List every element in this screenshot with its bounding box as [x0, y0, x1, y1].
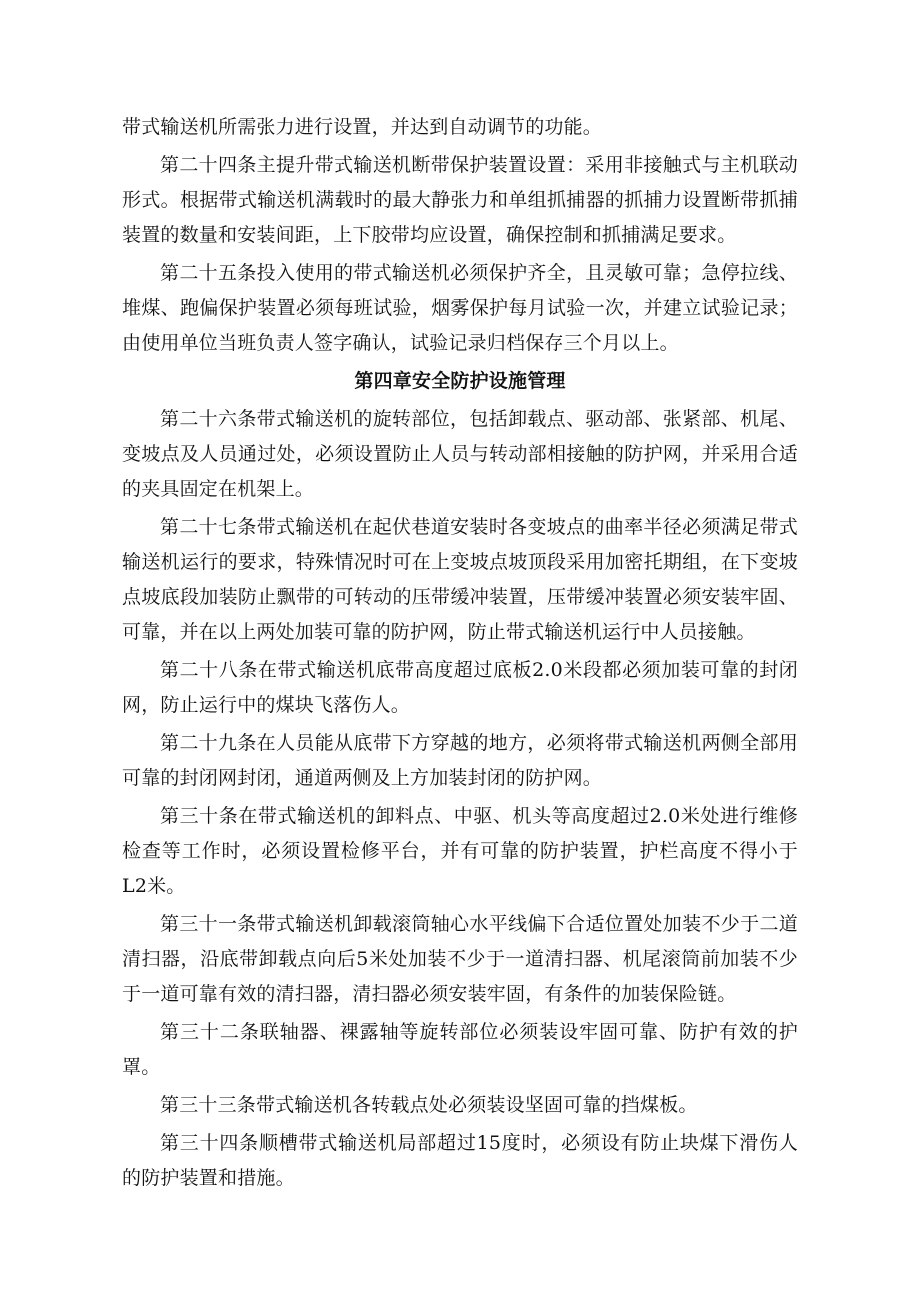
- article-26: 第二十六条带式输送机的旋转部位，包括卸载点、驱动部、张紧部、机尾、变坡点及人员通过处，必须设置防止人员与转动部相接触的防护网，并采用合适的夹具固定在机架上。: [122, 408, 798, 500]
- article-28: 第二十八条在带式输送机底带高度超过底板2.0米段都必须加装可靠的封闭网，防止运行中的煤块飞落伤人。: [122, 659, 798, 716]
- chapter-heading: 第四章安全防护设施管理: [354, 370, 566, 392]
- article-33: 第三十三条带式输送机各转载点处必须装设坚固可靠的挡煤板。: [160, 1094, 698, 1116]
- article-32: 第三十二条联轴器、裸露轴等旋转部位必须装设牢固可靠、防护有效的护罩。: [122, 1021, 798, 1078]
- document-page: [122, 110, 798, 1199]
- article-34: 第三十四条顺槽带式输送机局部超过15度时，必须设有防止块煤下滑伤人的防护装置和措施。: [122, 1132, 798, 1189]
- article-30: 第三十条在带式输送机的卸料点、中驱、机头等高度超过2.0米处进行维修检查等工作时，必须设置检修平台，并有可靠的防护装置，护栏高度不得小于L2米。: [122, 805, 798, 897]
- article-24: 第二十四条主提升带式输送机断带保护装置设置：采用非接触式与主机联动形式。根据带式输送机满载时的最大静张力和单组抓捕器的抓捕力设置断带抓捕装置的数量和安装间距，上下胶带均应设置，确保控制和抓捕满足要求。: [122, 154, 798, 246]
- article-31: 第三十一条带式输送机卸载滚筒轴心水平线偏下合适位置处加装不少于二道清扫器，沿底带卸载点向后5米处加装不少于一道清扫器、机尾滚筒前加装不少于一道可靠有效的清扫器，清扫器必须安装牢固，有条件的加装保险链。: [122, 913, 798, 1005]
- article-29: 第二十九条在人员能从底带下方穿越的地方，必须将带式输送机两侧全部用可靠的封闭网封闭，通道两侧及上方加装封闭的防护网。: [122, 732, 798, 789]
- article-27: 第二十七条带式输送机在起伏巷道安装时各变坡点的曲率半径必须满足带式输送机运行的要求，特殊情况时可在上变坡点坡顶段采用加密托期组，在下变坡点坡底段加装防止飘带的可转动的压带缓冲装置，压带缓冲装置必须安装牢固、可靠，并在以上两处加装可靠的防护网，防止带式输送机运行中人员接触。: [122, 516, 798, 643]
- article-25: 第二十五条投入使用的带式输送机必须保护齐全，且灵敏可靠；急停拉线、堆煤、跑偏保护装置必须每班试验，烟雾保护每月试验一次，并建立试验记录；由使用单位当班负责人签字确认，试验记录归档保存三个月以上。: [122, 262, 798, 354]
- paragraph-continuation: 带式输送机所需张力进行设置，并达到自动调节的功能。: [122, 116, 603, 138]
